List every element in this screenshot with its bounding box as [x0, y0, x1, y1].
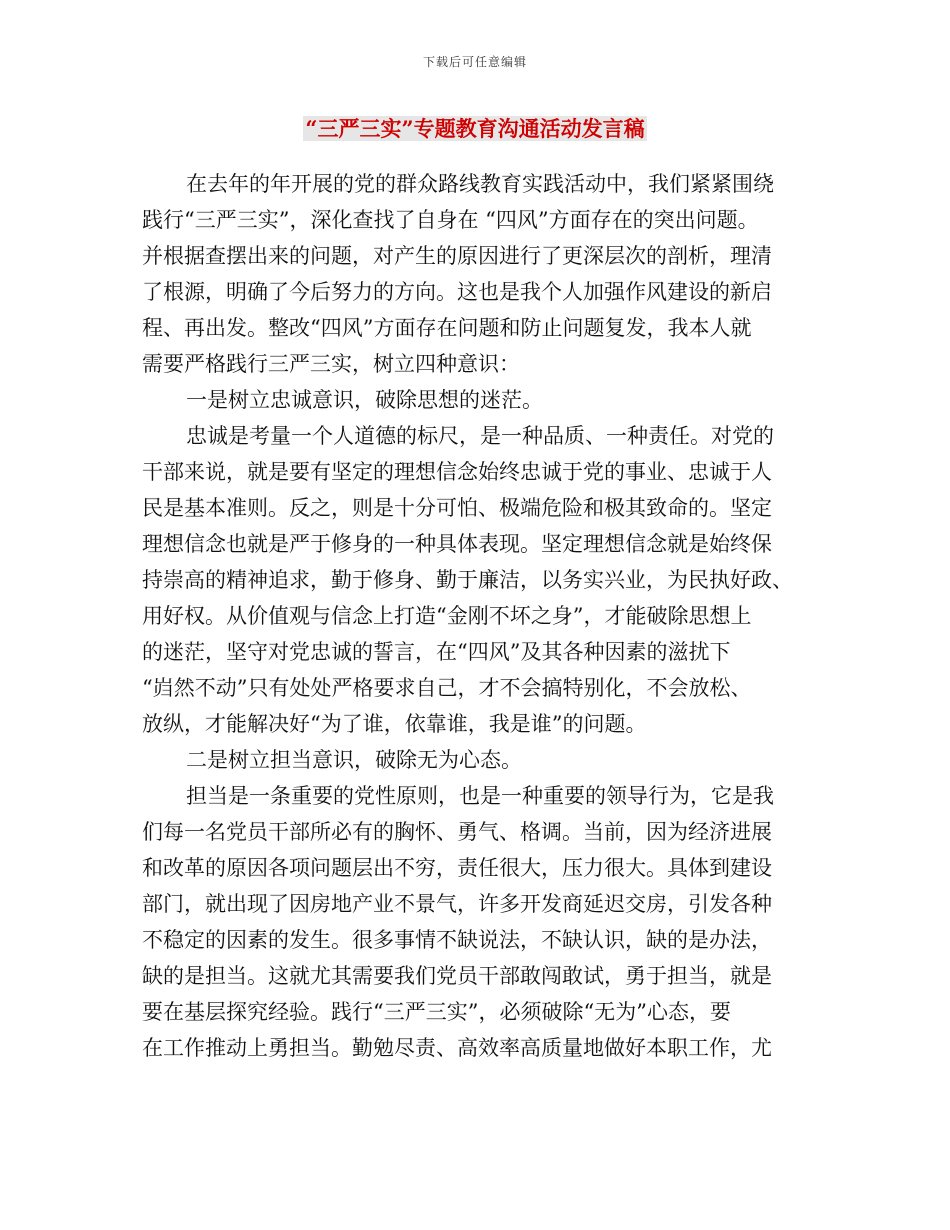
text-line: 不稳定的因素的发生。很多事情不缺说法，不缺认识，缺的是办法，: [142, 928, 772, 952]
text-line: 们每一名党员干部所必有的胸怀、勇气、格调。当前，因为经济进展: [142, 820, 772, 844]
document-title-text: “三严三实”专题教育沟通活动发言稿: [305, 116, 645, 141]
text-line: “岿然不动”只有处处严格要求自己，才不会搞特别化，不会放松、: [142, 676, 752, 700]
text-line: 二是树立担当意识，破除无为心态。: [186, 748, 522, 772]
text-line: 的迷茫，坚守对党忠诚的誓言，在“四风”及其各种因素的滋扰下: [142, 640, 731, 664]
text-line: 在去年的年开展的党的群众路线教育实践活动中，我们紧紧围绕: [186, 172, 774, 196]
text-line: 并根据查摆出来的问题，对产生的原因进行了更深层次的剖析，理清: [142, 244, 772, 268]
text-line: 需要严格践行三严三实，树立四种意识：: [142, 352, 520, 376]
document-body: [142, 166, 822, 1066]
text-line: 践行“三严三实”，深化查找了自身在 “四风”方面存在的突出问题。: [142, 208, 759, 232]
text-line: 持崇高的精神追求，勤于修身、勤于廉洁，以务实兴业，为民执好政、: [142, 568, 793, 592]
text-line: 在工作推动上勇担当。勤勉尽责、高效率高质量地做好本职工作，尤: [142, 1036, 772, 1060]
document-title: [0, 113, 950, 145]
text-line: 放纵，才能解决好“为了谁，依靠谁，我是谁”的问题。: [142, 712, 647, 736]
text-line: 民是基本准则。反之，则是十分可怕、极端危险和极其致命的。坚定: [142, 496, 772, 520]
text-line: 了根源，明确了今后努力的方向。这也是我个人加强作风建设的新启: [142, 280, 772, 304]
text-line: 干部来说，就是要有坚定的理想信念始终忠诚于党的事业、忠诚于人: [142, 460, 772, 484]
text-line: 担当是一条重要的党性原则，也是一种重要的领导行为，它是我: [186, 784, 774, 808]
text-line: 和改革的原因各项问题层出不穷，责任很大，压力很大。具体到建设: [142, 856, 772, 880]
text-line: 要在基层探究经验。践行“三严三实”，必须破除“无为”心态，要: [142, 1000, 731, 1024]
page-header-note: 下载后可任意编辑: [422, 55, 527, 69]
text-line: 缺的是担当。这就尤其需要我们党员干部敢闯敢试，勇于担当，就是: [142, 964, 772, 988]
text-line: 忠诚是考量一个人道德的标尺，是一种品质、一种责任。对党的: [186, 424, 774, 448]
text-line: 部门，就出现了因房地产业不景气，许多开发商延迟交房，引发各种: [142, 892, 772, 916]
text-line: 一是树立忠诚意识，破除思想的迷茫。: [186, 388, 543, 412]
text-line: 程、再出发。整改“四风”方面存在问题和防止问题复发，我本人就: [142, 316, 752, 340]
text-line: 理想信念也就是严于修身的一种具体表现。坚定理想信念就是始终保: [142, 532, 772, 556]
text-line: 用好权。从价值观与信念上打造“金刚不坏之身”，才能破除思想上: [142, 604, 752, 628]
